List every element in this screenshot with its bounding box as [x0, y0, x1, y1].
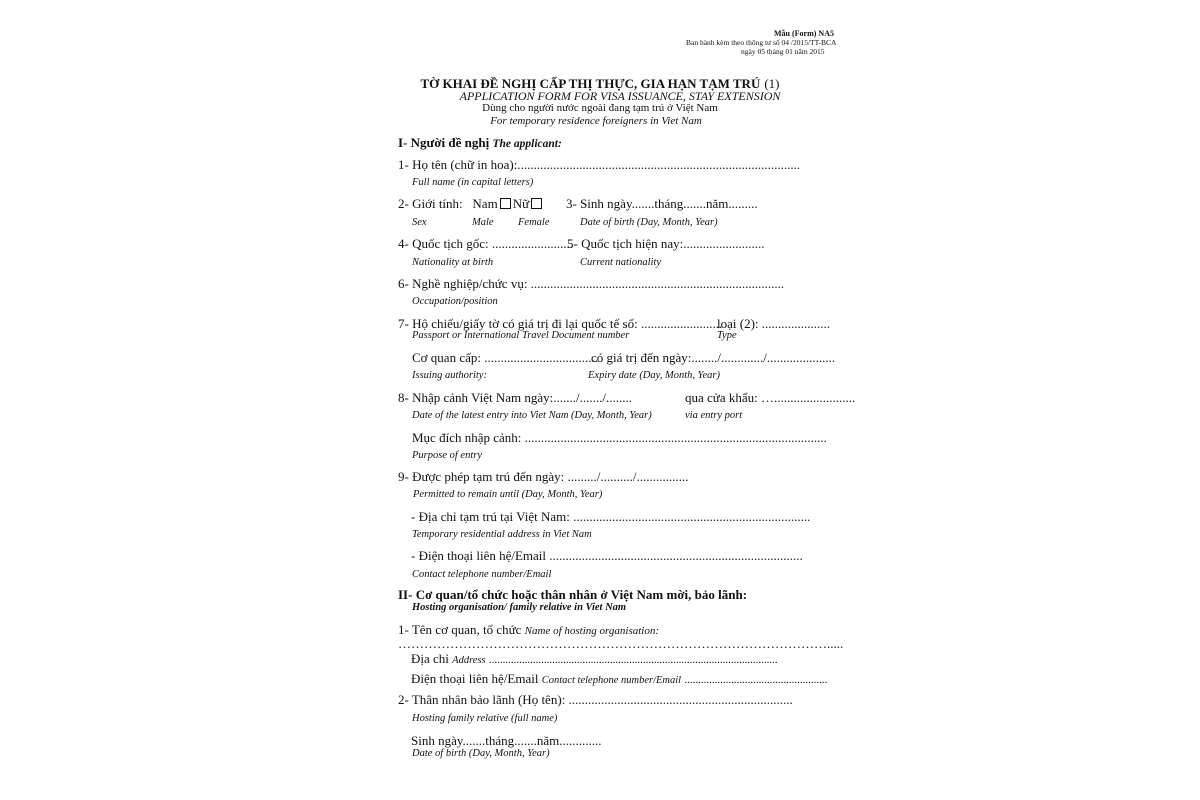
field-occupation[interactable]: 6- Nghề nghiệp/chức vụ: .............................................................................. [398, 276, 785, 291]
section-2-heading: II- Cơ quan/tổ chức hoặc thân nhân ở Việt Nam mời, bảo lãnh: [398, 587, 748, 602]
field-entry-purpose[interactable]: Mục đích nhập cảnh: ............................................................................................. [412, 430, 827, 445]
field-relative-name[interactable]: 2- Thân nhân bảo lãnh (Họ tên): ..................................................................... [398, 692, 793, 707]
field-expiry-date[interactable]: có giá trị đến ngày:......../............./..................... [591, 350, 836, 365]
field-passport-type-en: Type [717, 330, 737, 341]
field-passport-number-en: Passport or International Travel Document number [412, 330, 630, 341]
field-nationality-birth-en: Nationality at birth [412, 257, 494, 268]
field-contact-en: Contact telephone number/Email [412, 569, 552, 580]
field-org-address[interactable]: Địa chỉ Address ......................................................................................................... [411, 651, 778, 666]
field-org-name: 1- Tên cơ quan, tổ chức Name of hosting organisation: [398, 622, 660, 637]
field-full-name[interactable]: 1- Họ tên (chữ in hoa):....................................................................................... [398, 157, 801, 172]
field-sex-en: Sex [412, 217, 427, 228]
field-relative-name-en: Hosting family relative (full name) [412, 713, 558, 724]
field-passport-type[interactable]: loại (2): ..................... [717, 316, 831, 331]
field-current-nationality-en: Current nationality [580, 257, 661, 268]
section-2-heading-en: Hosting organisation/ family relative in Viet Nam [412, 602, 627, 613]
title-note: (1) [764, 76, 780, 91]
field-expiry-date-en: Expiry date (Day, Month, Year) [588, 370, 721, 381]
title-vi: TỜ KHAI ĐỀ NGHỊ CẤP THỊ THỰC, GIA HẠN TẠM TRÚ [420, 76, 761, 91]
field-full-name-en: Full name (in capital letters) [412, 177, 534, 188]
field-temp-address[interactable]: - Địa chỉ tạm trú tại Việt Nam: ......................................................................... [411, 509, 811, 524]
field-dob-en: Date of birth (Day, Month, Year) [580, 217, 718, 228]
field-issuing-authority[interactable]: Cơ quan cấp: ................................... [412, 350, 598, 365]
field-nationality-birth[interactable]: 4- Quốc tịch gốc: ......................... [398, 236, 574, 251]
field-entry-port[interactable]: qua cửa khẩu: …......................... [685, 390, 856, 405]
field-entry-date[interactable]: 8- Nhập cảnh Việt Nam ngày:......./......./........ [398, 390, 633, 405]
field-female-en: Female [518, 217, 550, 228]
form-code: Mẫu (Form) NA5 [774, 29, 834, 38]
field-relative-dob[interactable]: Sinh ngày.......tháng.......năm............. [411, 733, 602, 748]
field-temp-address-en: Temporary residential address in Viet Nam [412, 529, 592, 540]
field-entry-date-en: Date of the latest entry into Viet Nam (Day, Month, Year) [412, 410, 652, 421]
field-permitted-until[interactable]: 9- Được phép tạm trú đến ngày: ........./........../................ [398, 469, 689, 484]
field-permitted-until-en: Permitted to remain until (Day, Month, Year) [413, 489, 603, 500]
field-org-contact[interactable]: Điện thoại liên hệ/Email Contact telephone number/Email .................................................... [411, 671, 828, 686]
field-contact[interactable]: - Điện thoại liên hệ/Email .............................................................................. [411, 548, 803, 563]
issued-by-line: Ban hành kèm theo thông tư số 04 /2015/TT-BCA [686, 38, 837, 47]
field-current-nationality[interactable]: 5- Quốc tịch hiện nay:......................... [567, 236, 765, 251]
female-checkbox[interactable] [531, 198, 542, 209]
title-for-vi: Dùng cho người nước ngoài đang tạm trú ở Việt Nam [482, 102, 718, 114]
field-entry-purpose-en: Purpose of entry [412, 450, 482, 461]
field-relative-dob-en: Date of birth (Day, Month, Year) [412, 748, 550, 759]
field-passport-number[interactable]: 7- Hộ chiếu/giấy tờ có giá trị đi lại quốc tế số: ......................... [398, 316, 723, 331]
title-en: APPLICATION FORM FOR VISA ISSUANCE, STAY EXTENSION [459, 89, 781, 103]
field-dob[interactable]: 3- Sinh ngày.......tháng.......năm......... [566, 196, 758, 211]
field-sex: 2- Giới tính: Nam Nữ [398, 196, 544, 212]
male-checkbox[interactable] [500, 198, 511, 209]
issued-date-line: ngày 05 tháng 01 năm 2015 [741, 47, 825, 56]
field-issuing-authority-en: Issuing authority: [412, 370, 487, 381]
field-entry-port-en: via entry port [685, 410, 743, 421]
field-male-en: Male [472, 217, 494, 228]
section-1-heading: I- Người đề nghị The applicant: [398, 135, 562, 150]
title-for-en: For temporary residence foreigners in Viet Nam [490, 115, 702, 127]
field-occupation-en: Occupation/position [412, 296, 498, 307]
field-org-name-line[interactable]: ………………………………………………………………………………………..... [398, 636, 844, 651]
